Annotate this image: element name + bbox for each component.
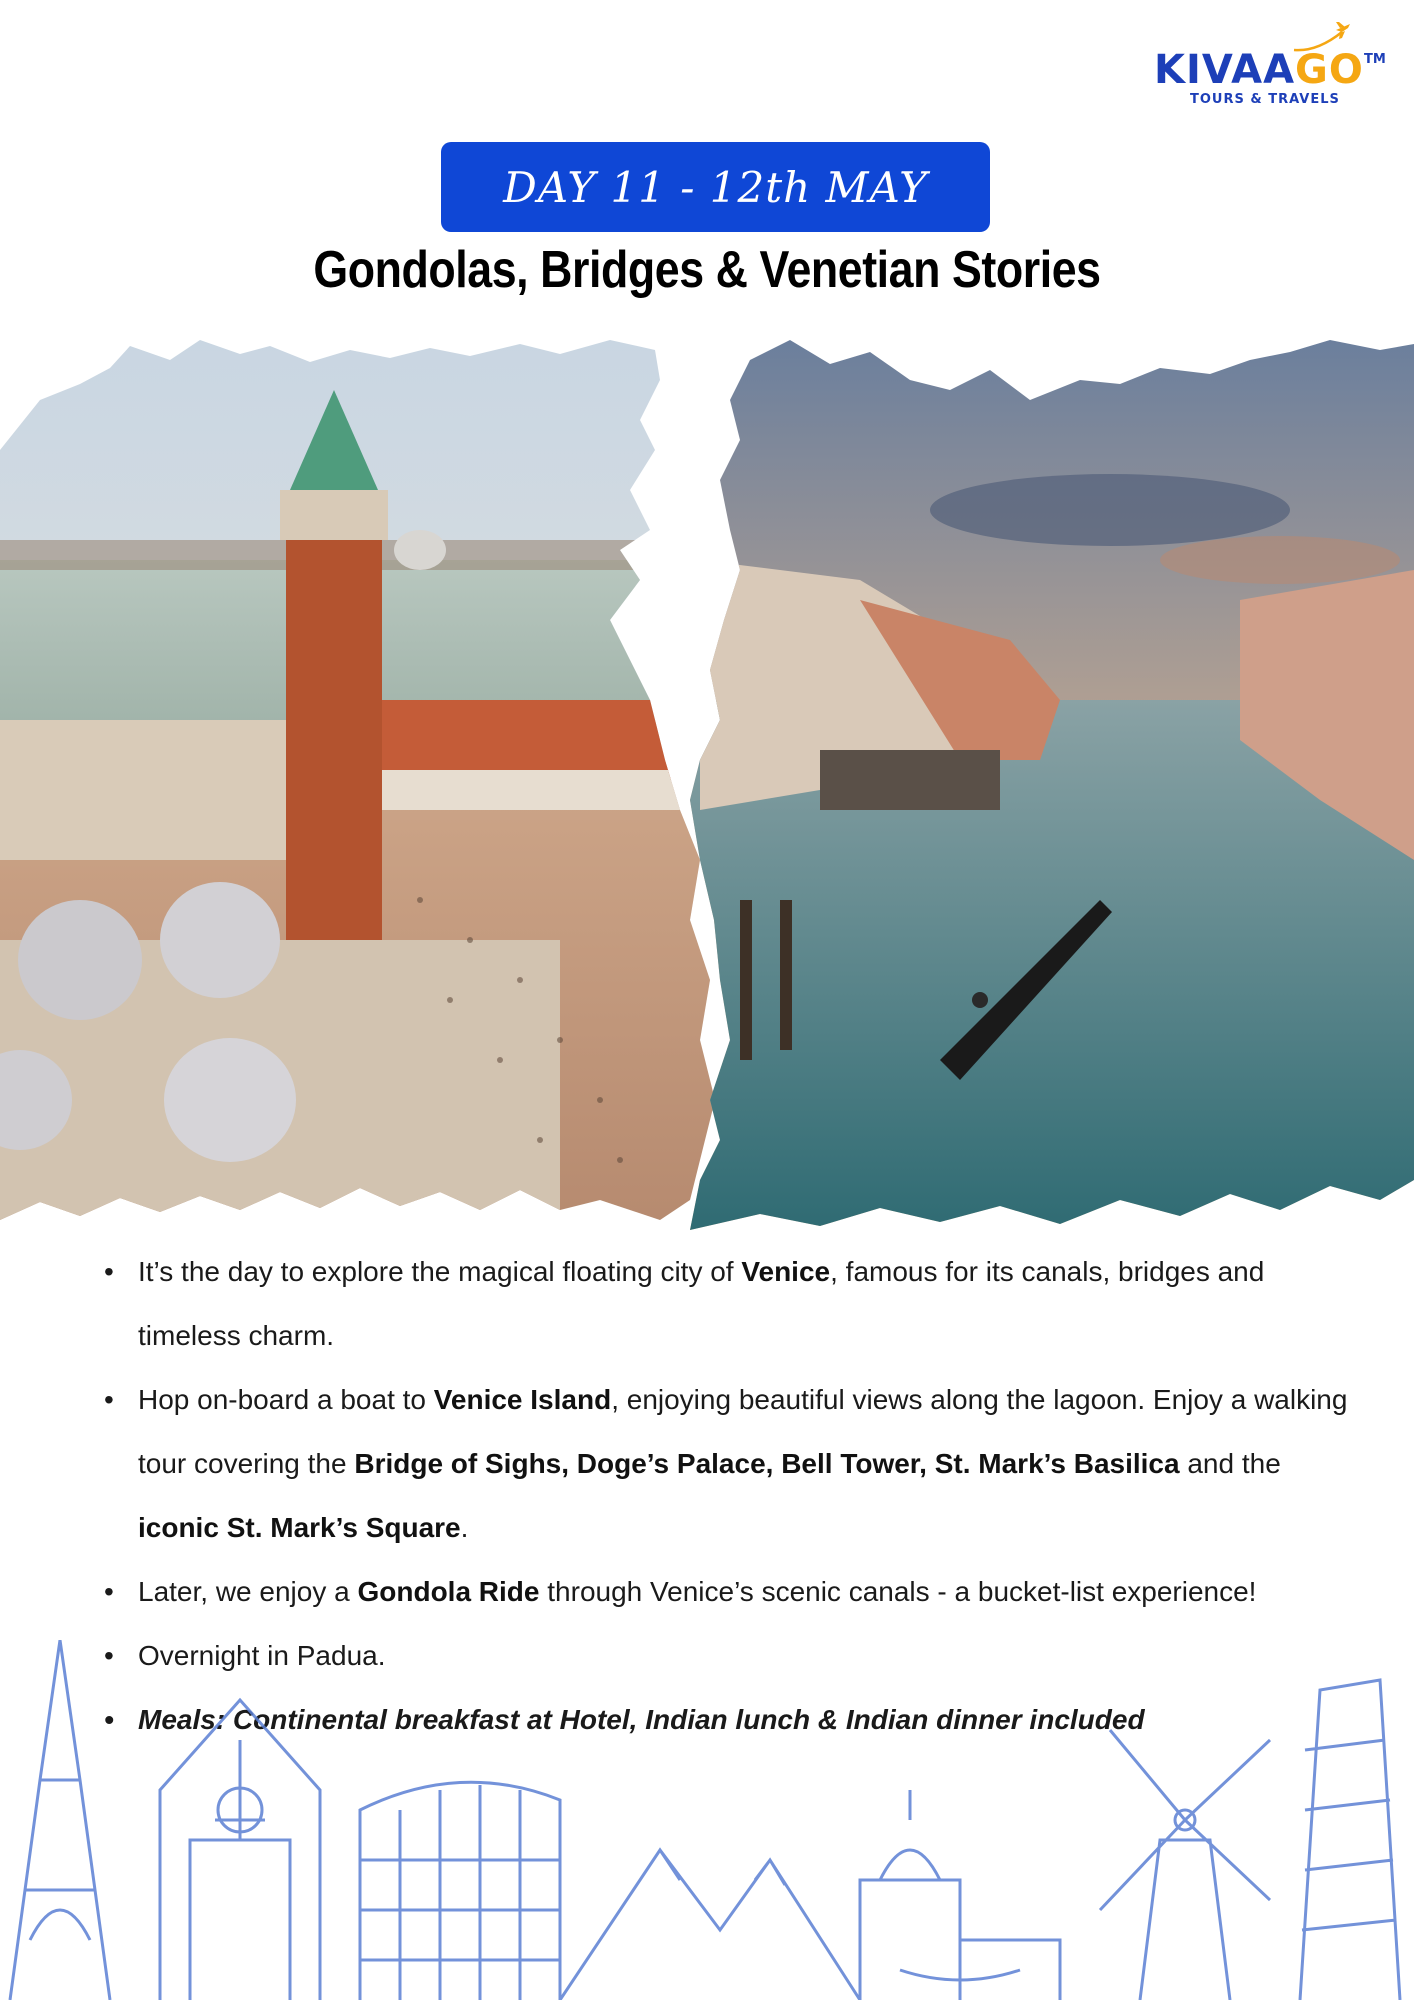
st-marks-square-photo [0, 340, 720, 1230]
windmill-icon [1100, 1730, 1270, 2000]
logo-tagline: TOURS & TRAVELS [1190, 92, 1340, 107]
meals-note: • Meals: Continental breakfast at Hotel, Indian lunch & Indian dinner included [104, 1688, 1354, 1752]
list-item: • Later, we enjoy a Gondola Ride through Venice’s scenic canals - a bucket-list experience! [104, 1560, 1354, 1624]
kivaago-logo [1140, 22, 1386, 112]
mountains-icon [560, 1850, 860, 2000]
list-item: • It’s the day to explore the magical floating city of Venice, famous for its canals, bridges and timeless charm. [104, 1240, 1354, 1368]
eiffel-tower-icon [10, 1640, 110, 2000]
trademark-symbol: TM [1364, 52, 1386, 67]
list-item: • Hop on-board a boat to Venice Island, enjoying beautiful views along the lagoon. Enjoy a walking tour covering the Bridge of Sighs, Doge’s Palace, Bell Tower, St. Mark’s Basilica and the iconic St. Mark’s Square. [104, 1368, 1354, 1560]
logo-wordmark: KIVAAGO [1154, 47, 1364, 93]
landmarks-illustration [0, 1640, 1414, 2000]
cathedral-icon [160, 1700, 320, 2000]
page-title: Gondolas, Bridges & Venetian Stories [313, 241, 1101, 299]
venice-basilica-icon [860, 1790, 1060, 2000]
colosseum-icon [360, 1782, 560, 2000]
leaning-tower-icon [1300, 1680, 1400, 2000]
grand-canal-photo [680, 340, 1414, 1230]
day-banner: DAY 11 - 12th MAY [441, 142, 990, 232]
list-item: • Overnight in Padua. [104, 1624, 1354, 1688]
